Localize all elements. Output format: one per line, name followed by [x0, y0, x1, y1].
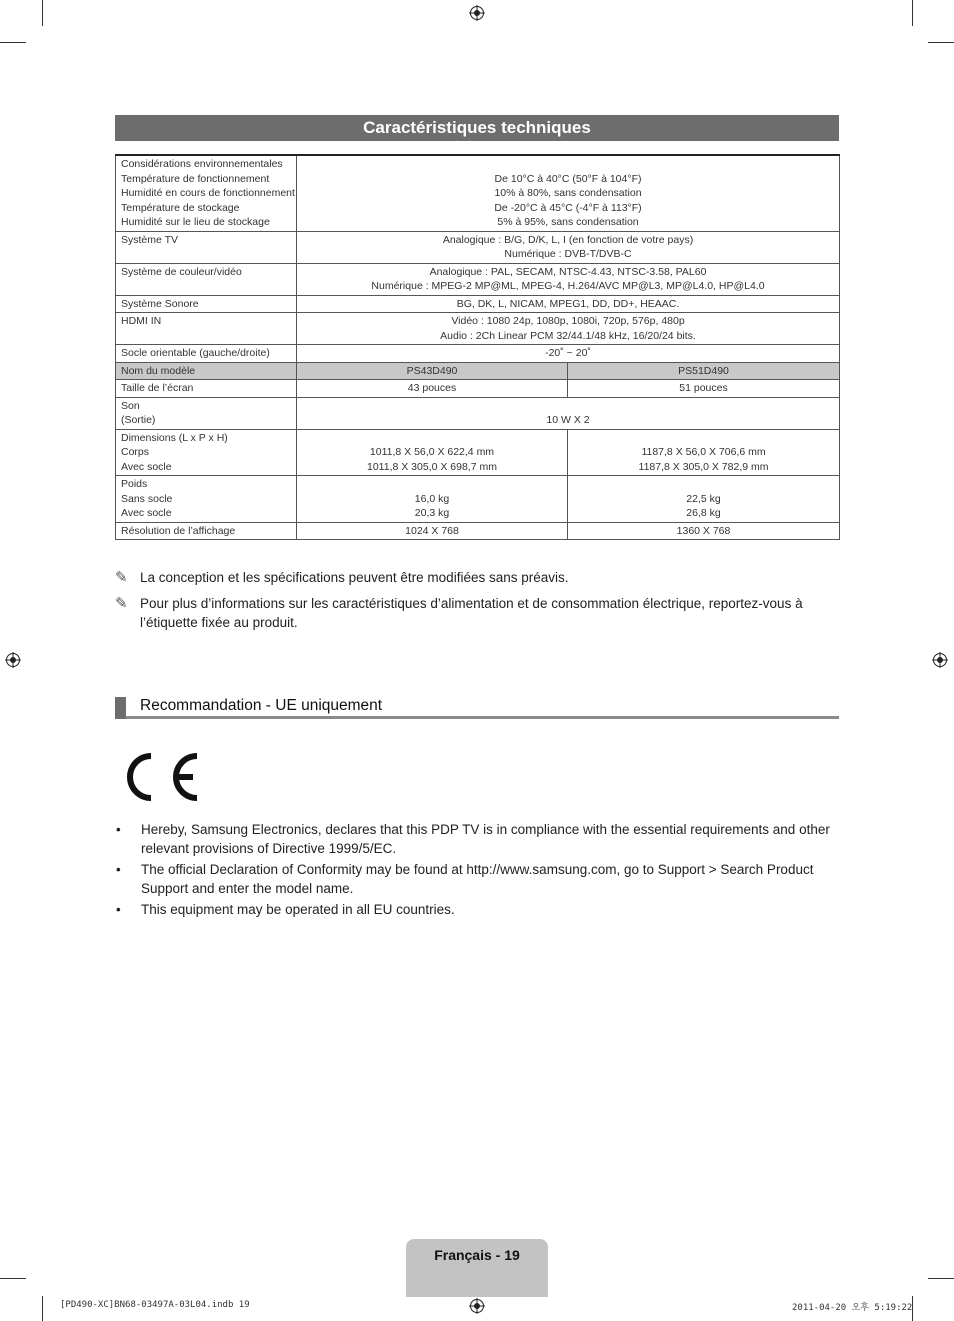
cell-b: 51 pouces — [568, 380, 840, 398]
note — [115, 594, 839, 632]
row-label: Système de couleur/vidéo — [116, 263, 297, 295]
row-label: HDMI IN — [116, 313, 297, 345]
registration-mark-icon — [5, 652, 21, 668]
table-row — [116, 313, 840, 345]
print-slug-date: 2011-04-20 오후 5:19:22 — [792, 1303, 913, 1313]
row-value: Vidéo : 1080 24p, 1080p, 1080i, 720p, 576p, 480p Audio : 2Ch Linear PCM 32/44.1/48 kHz, 16/20/24 bits. — [297, 313, 840, 345]
row-value: BG, DK, L, NICAM, MPEG1, DD, DD+, HEAAC. — [297, 295, 840, 313]
registration-mark-icon — [932, 652, 948, 668]
crop-mark — [0, 1278, 26, 1279]
cell-b: 22,5 kg 26,8 kg — [568, 476, 840, 523]
cell-a: 43 pouces — [297, 380, 568, 398]
cell-a: 16,0 kg 20,3 kg — [297, 476, 568, 523]
note-text: La conception et les spécifications peuvent être modifiées sans préavis. — [140, 570, 569, 585]
crop-mark — [928, 1278, 954, 1279]
row-label: Nom du modèle — [116, 362, 297, 380]
crop-mark — [42, 0, 43, 26]
page-number-tab: Français - 19 — [406, 1239, 548, 1297]
header-bar — [115, 697, 126, 719]
row-value: Analogique : PAL, SECAM, NTSC-4.43, NTSC-3.58, PAL60 Numérique : MPEG-2 MP@ML, MPEG-4, H.264/AVC MP@L3, MP@L4.0, HP@L4.0 — [297, 263, 840, 295]
row-label: Considérations environnementales Température de fonctionnement Humidité en cours de fonctionnement Température de stockage Humidité sur le lieu de stockage — [116, 155, 297, 231]
note-text: Pour plus d’informations sur les caractéristiques d’alimentation et de consommation électrique, reportez-vous à l’étiquette fixée au produit. — [140, 596, 803, 630]
table-row — [116, 522, 840, 540]
list-item: • The official Declaration of Conformity may be found at http://www.samsung.com, go to Support > Search Product Support and enter the model name. — [116, 862, 814, 896]
cell-b: 1360 X 768 — [568, 522, 840, 540]
pencil-icon: ✎ — [115, 569, 128, 586]
registration-mark-icon — [469, 5, 485, 21]
row-value: 10 W X 2 — [297, 397, 840, 429]
section-title: Caractéristiques techniques — [115, 115, 839, 141]
registration-mark-icon — [469, 1298, 485, 1314]
print-slug-file: [PD490-XC]BN68-03497A-03L04.indb 19 — [60, 1300, 250, 1310]
cell-a: 1011,8 X 56,0 X 622,4 mm 1011,8 X 305,0 X 698,7 mm — [297, 429, 568, 476]
table-row — [116, 429, 840, 476]
list-item: • Hereby, Samsung Electronics, declares that this PDP TV is in compliance with the essential requirements and other relevant provisions of Directive 1999/5/EC. — [116, 822, 830, 856]
row-label: Système Sonore — [116, 295, 297, 313]
row-label: Taille de l’écran — [116, 380, 297, 398]
table-row — [116, 263, 840, 295]
table-row — [116, 295, 840, 313]
row-label: Dimensions (L x P x H) Corps Avec socle — [116, 429, 297, 476]
crop-mark — [912, 0, 913, 26]
spec-table — [115, 154, 840, 540]
table-row — [116, 362, 840, 380]
crop-mark — [0, 42, 26, 43]
model-b: PS51D490 — [568, 362, 840, 380]
row-label: Système TV — [116, 231, 297, 263]
bullet-list — [115, 820, 839, 921]
table-row — [116, 155, 840, 231]
row-value: De 10°C à 40°C (50°F à 104°F) 10% à 80%, sans condensation De -20°C à 45°C (-4°F à 113°F) 5% à 95%, sans condensation — [297, 155, 840, 231]
subsection-title: Recommandation - UE uniquement — [140, 697, 383, 714]
row-label: Son (Sortie) — [116, 397, 297, 429]
table-row — [116, 397, 840, 429]
row-value: -20˚ ~ 20˚ — [297, 345, 840, 363]
table-row — [116, 345, 840, 363]
table-row — [116, 476, 840, 523]
row-label: Socle orientable (gauche/droite) — [116, 345, 297, 363]
pencil-icon: ✎ — [115, 595, 128, 612]
row-label: Résolution de l’affichage — [116, 522, 297, 540]
note — [115, 568, 839, 587]
cell-a: 1024 X 768 — [297, 522, 568, 540]
table-row — [116, 231, 840, 263]
row-value: Analogique : B/G, D/K, L, I (en fonction de votre pays) Numérique : DVB-T/DVB-C — [297, 231, 840, 263]
list-item: • This equipment may be operated in all EU countries. — [116, 902, 455, 917]
model-a: PS43D490 — [297, 362, 568, 380]
ce-mark-icon — [123, 750, 201, 809]
table-row — [116, 380, 840, 398]
cell-b: 1187,8 X 56,0 X 706,6 mm 1187,8 X 305,0 X 782,9 mm — [568, 429, 840, 476]
subsection-header — [115, 697, 839, 719]
crop-mark — [42, 1296, 43, 1321]
row-label: Poids Sans socle Avec socle — [116, 476, 297, 523]
crop-mark — [928, 42, 954, 43]
